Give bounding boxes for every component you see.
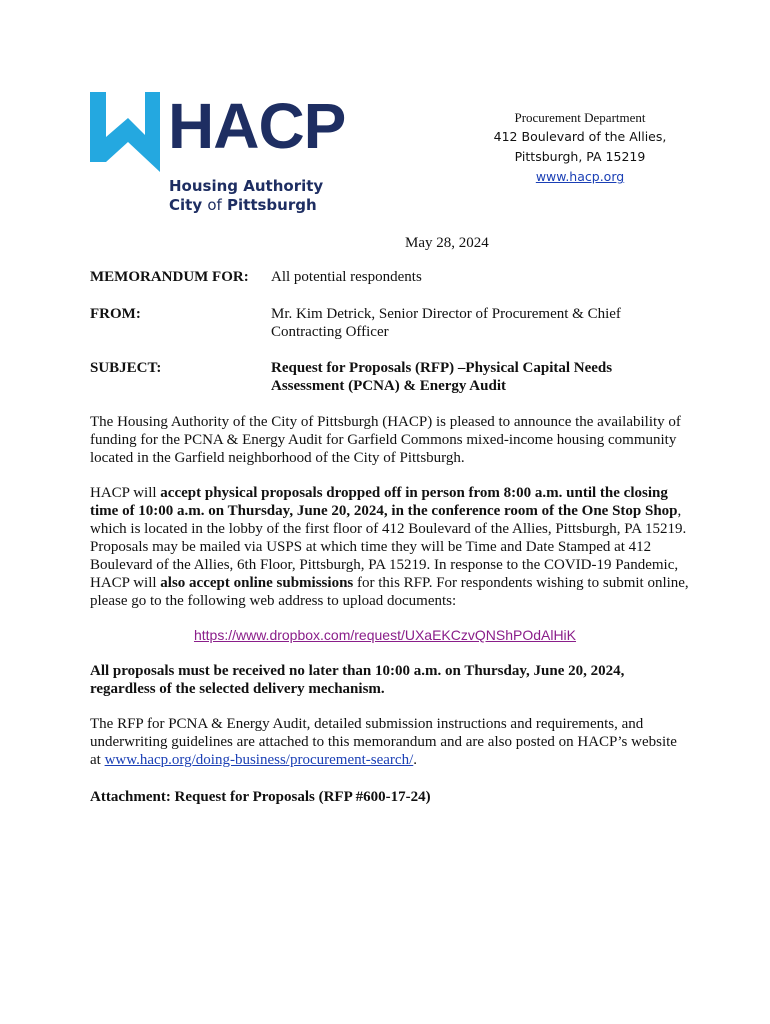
intro-paragraph: The Housing Authority of the City of Pittsburgh (HACP) is pleased to announce the availability of funding for the PCNA & Energy Audit for Garfield Commons mixed-income housing community located in the Garfield neighborhood of the City of Pittsburgh. xyxy=(90,414,681,466)
deadline-notice: All proposals must be received no later than 10:00 a.m. on Thursday, June 20, 2024, regardless of the selected delivery mechanism. xyxy=(90,663,625,697)
letterhead-address xyxy=(480,108,680,187)
website-link[interactable]: www.hacp.org xyxy=(535,169,625,184)
submission-paragraph: HACP will accept physical proposals dropped off in person from 8:00 a.m. until the closing time of 10:00 a.m. on Thursday, June 20, 2024, in the conference room of the One Stop Shop, which is located in the lobby of the first floor of 412 Boulevard of the Allies, Pittsburgh, PA 15219. Proposals may be mailed via USPS at which time they will be Time and Date Stamped at 412 Boulevard of the Allies, 6th Floor, Pittsburgh, PA 15219. In response to the COVID-19 Pandemic, HACP will also accept online submissions for this RFP. For respondents wishing to submit online, please go to the following web address to upload documents: xyxy=(90,485,689,609)
procurement-search-link[interactable]: www.hacp.org/doing-business/procurement-search/ xyxy=(104,752,414,768)
logo-wordmark: HACP xyxy=(168,90,346,162)
logo-subtitle-line2: City of Pittsburgh xyxy=(169,196,317,214)
memo-for-label: MEMORANDUM FOR: xyxy=(90,269,249,285)
memo-subject-label: SUBJECT: xyxy=(90,360,162,376)
memo-date: May 28, 2024 xyxy=(405,235,489,251)
address-line-1: 412 Boulevard of the Allies, xyxy=(493,129,667,144)
memo-from-label: FROM: xyxy=(90,306,141,322)
upload-link[interactable]: https://www.dropbox.com/request/UXaEKCzvQNShPOdAlHiK xyxy=(193,627,577,643)
attachment-line: Attachment: Request for Proposals (RFP #600-17-24) xyxy=(90,789,431,805)
memo-from-value: Mr. Kim Detrick, Senior Director of Procurement & Chief Contracting Officer xyxy=(271,306,621,340)
address-line-2: Pittsburgh, PA 15219 xyxy=(514,149,646,164)
hacp-logo xyxy=(90,92,370,222)
department-name: Procurement Department xyxy=(514,110,646,125)
memo-for-value: All potential respondents xyxy=(271,269,422,285)
logo-subtitle-line1: Housing Authority xyxy=(169,177,324,195)
rfp-paragraph: The RFP for PCNA & Energy Audit, detailed submission instructions and requirements, and underwriting guidelines are attached to this memorandum and are also posted on HACP’s website at www.hacp.org/doing-business/procurement-search/. xyxy=(90,716,677,768)
hacp-logo-mark-icon xyxy=(90,92,162,172)
memo-subject-value: Request for Proposals (RFP) –Physical Capital Needs Assessment (PCNA) & Energy Audit xyxy=(271,360,613,394)
